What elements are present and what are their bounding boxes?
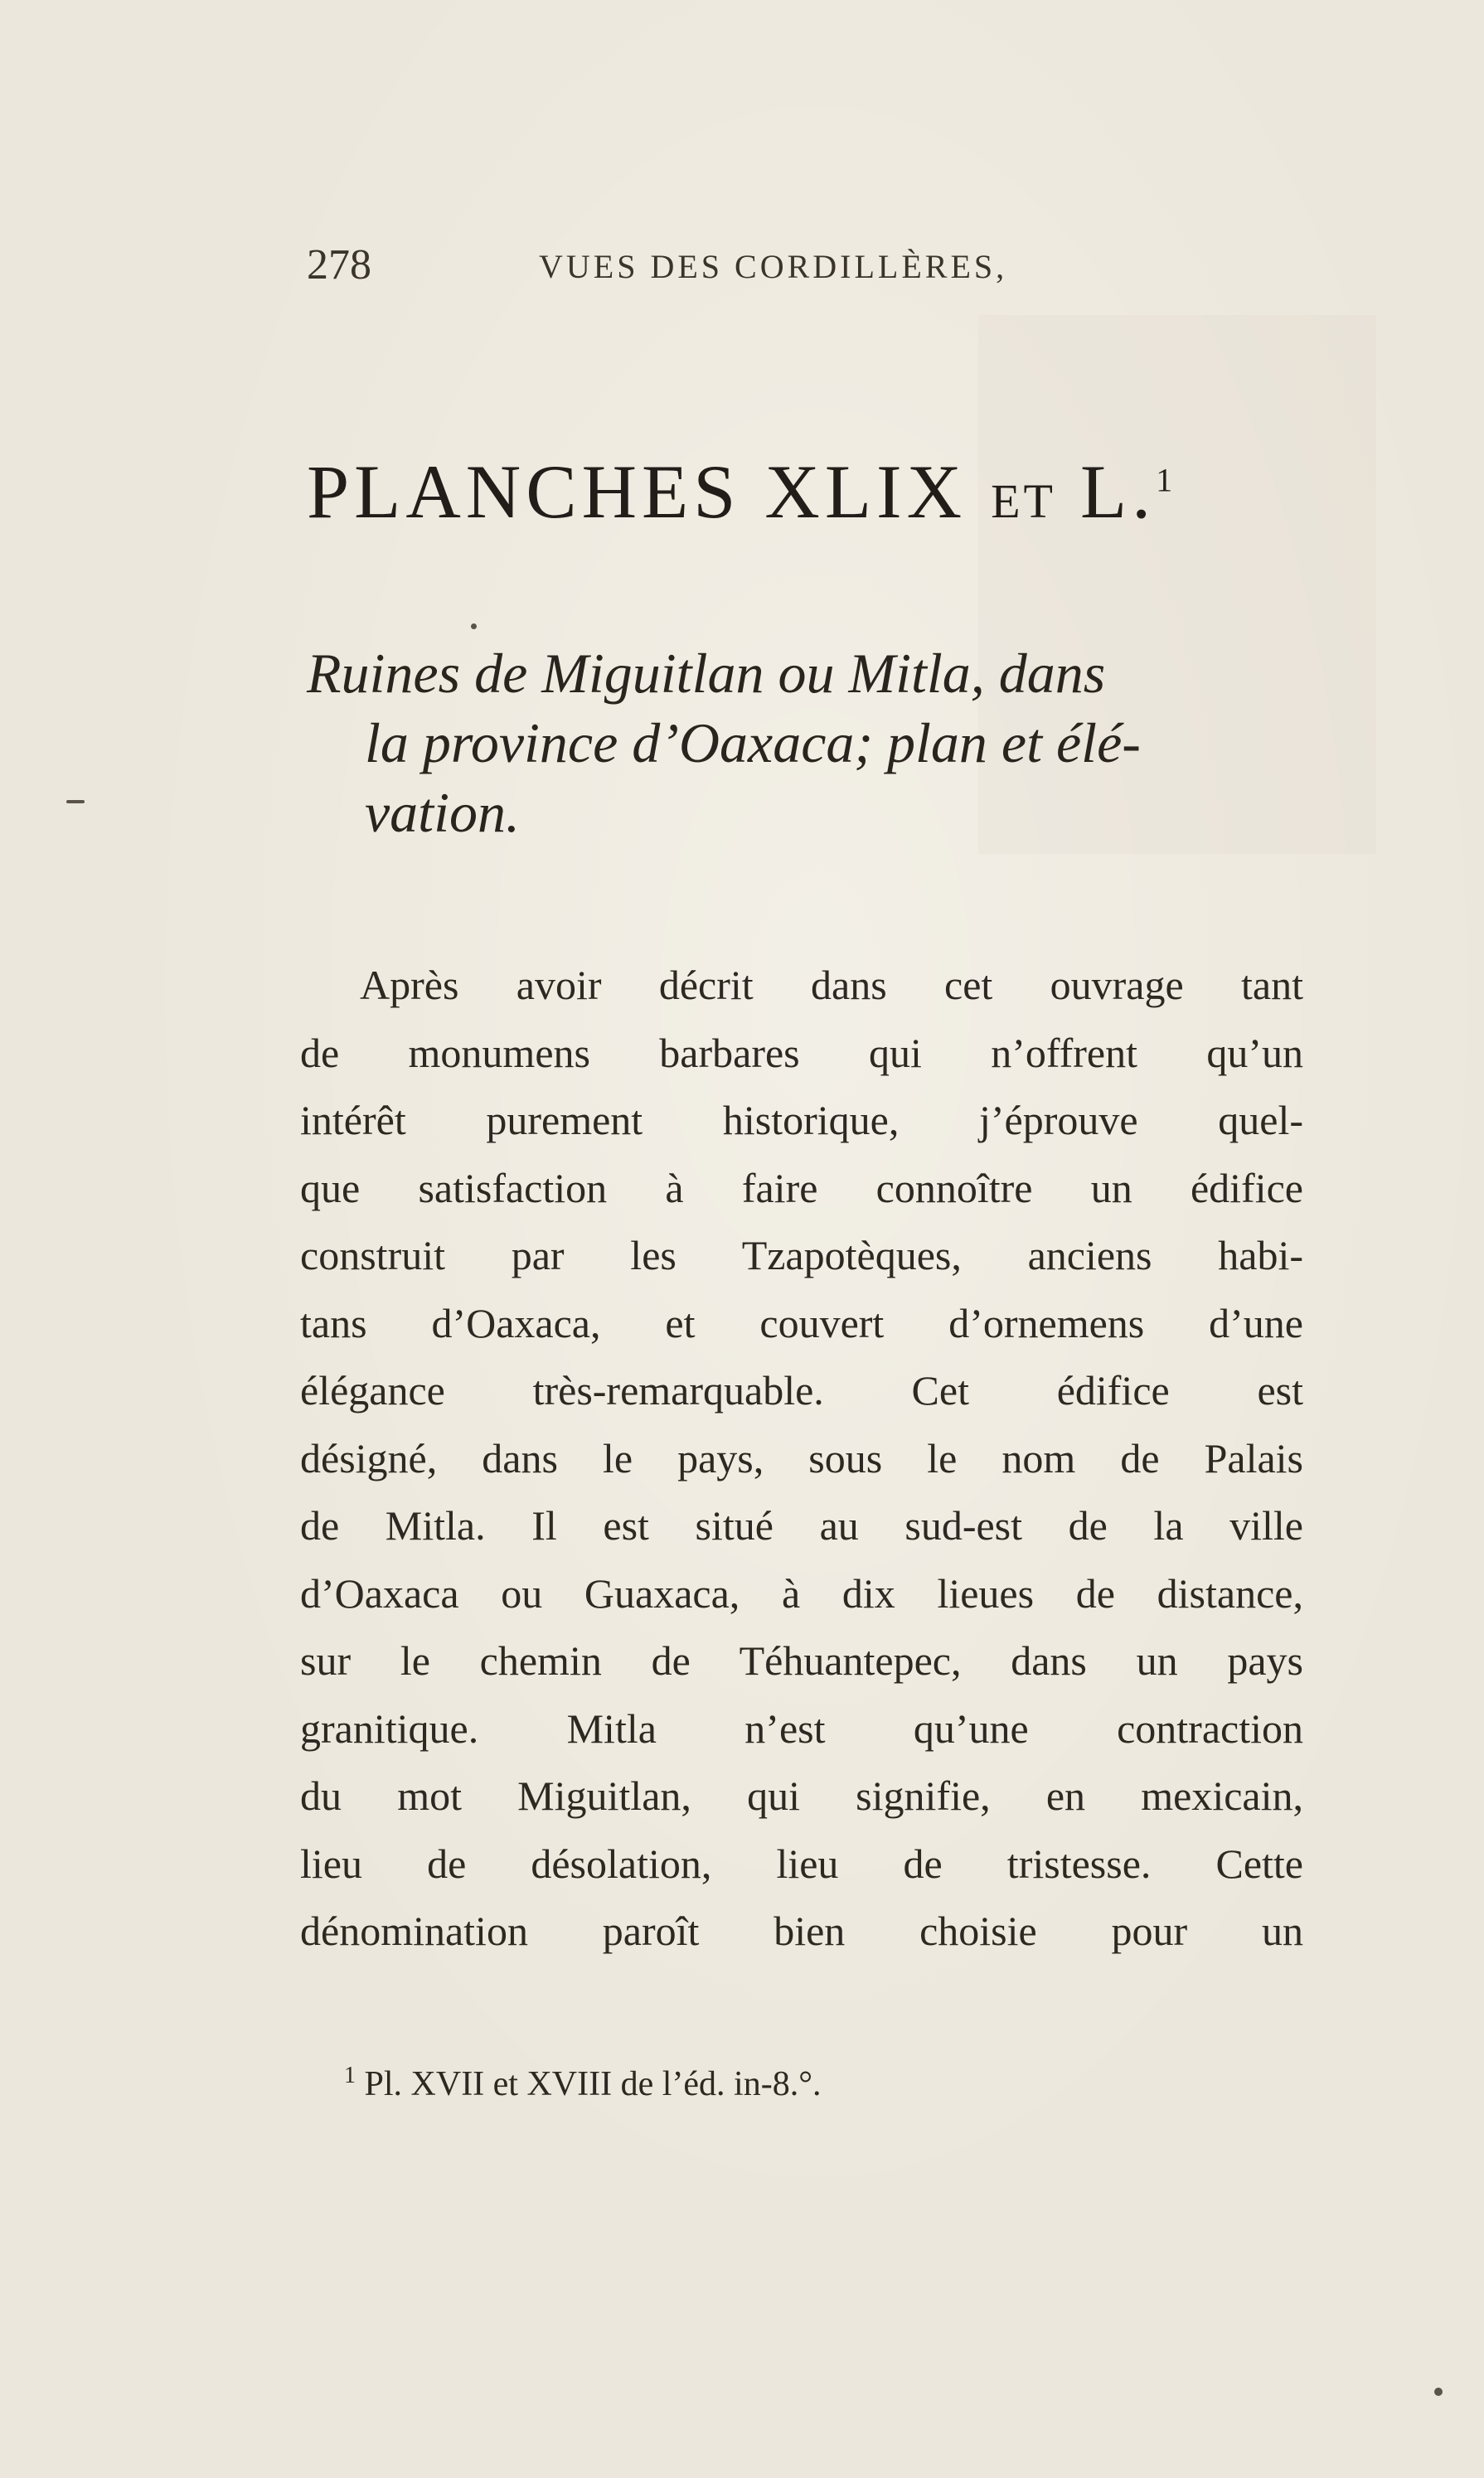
page-number: 278	[307, 241, 371, 289]
running-head	[307, 240, 1119, 298]
caption-line: Ruines de Miguitlan ou Mitla, dans	[307, 642, 1106, 705]
paper-speck	[66, 800, 85, 803]
body-line: désigné, dans le pays, sous le nom de Palais	[300, 1434, 1303, 1481]
plate-caption	[307, 638, 1302, 847]
body-line: intérêt purement historique, j’éprouve quel-	[300, 1097, 1303, 1143]
body-line: tans d’Oaxaca, et couvert d’ornemens d’une	[300, 1299, 1303, 1346]
caption-line: vation.	[365, 781, 520, 844]
plate-heading	[307, 448, 1302, 539]
heading-main: PLANCHES XLIX	[307, 449, 968, 534]
body-paragraph	[300, 952, 1303, 1966]
body-line: lieu de désolation, lieu de tristesse. Cette	[300, 1840, 1303, 1887]
body-line: que satisfaction à faire connoître un édifice	[300, 1164, 1303, 1211]
body-line: Après avoir décrit dans cet ouvrage tant	[360, 962, 1303, 1008]
footnote	[344, 2063, 821, 2104]
body-line: d’Oaxaca ou Guaxaca, à dix lieues de distance,	[300, 1569, 1303, 1617]
heading-end: L.	[1079, 449, 1157, 534]
footnote-mark: 1	[344, 2063, 356, 2088]
body-line: granitique. Mitla n’est qu’une contraction	[300, 1705, 1303, 1752]
paper-speck	[471, 623, 477, 629]
body-line: dénomination paroît bien choisie pour un	[300, 1908, 1303, 1954]
heading-note-mark: 1	[1156, 461, 1173, 499]
body-line: sur le chemin de Téhuantepec, dans un pays	[300, 1637, 1303, 1684]
caption-line: la province d’Oaxaca; plan et élé-	[365, 711, 1141, 774]
footnote-text: Pl. XVII et XVIII de l’éd. in-8.°.	[364, 2065, 822, 2103]
body-line: élégance très-remarquable. Cet édifice est	[300, 1367, 1303, 1414]
body-line: construit par les Tzapotèques, anciens habi-	[300, 1232, 1303, 1278]
body-line: de monumens barbares qui n’offrent qu’un	[300, 1029, 1303, 1076]
paper-speck	[1434, 2388, 1443, 2396]
body-line: du mot Miguitlan, qui signifie, en mexicain,	[300, 1772, 1303, 1819]
heading-connector: ET	[991, 474, 1056, 528]
running-title: VUES DES CORDILLÈRES,	[539, 248, 1008, 285]
body-line: de Mitla. Il est situé au sud-est de la ville	[300, 1502, 1303, 1549]
